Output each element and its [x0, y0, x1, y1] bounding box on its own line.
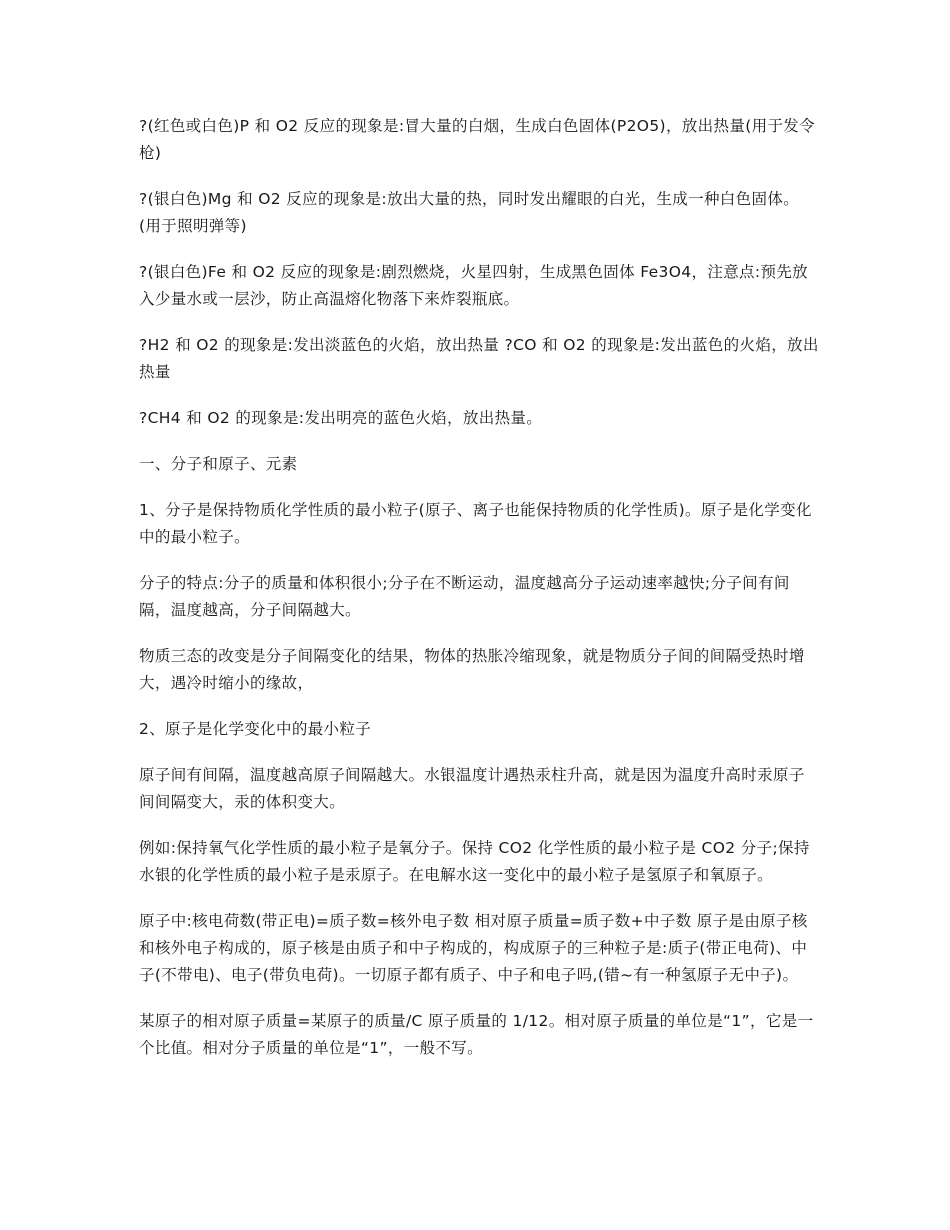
paragraph-h2-co-o2-reaction: ?H2 和 O2 的现象是:发出淡蓝色的火焰，放出热量 ?CO 和 O2 的现象是:发出蓝色的火焰，放出热量	[139, 336, 819, 381]
paragraph-three-states: 物质三态的改变是分子间隔变化的结果，物体的热胀冷缩现象，就是物质分子间的间隔受热时增大，遇冷时缩小的缘故，	[139, 647, 805, 692]
paragraph-relative-atomic-mass: 某原子的相对原子质量=某原子的质量/C 原子质量的 1/12。相对原子质量的单位是“1”，它是一个比值。相对分子质量的单位是“1”，一般不写。	[139, 1012, 814, 1057]
section-heading-molecules-atoms: 一、分子和原子、元素	[139, 455, 298, 473]
paragraph-atom-definition: 2、原子是化学变化中的最小粒子	[139, 720, 372, 738]
paragraph-ch4-o2-reaction: ?CH4 和 O2 的现象是:发出明亮的蓝色火焰，放出热量。	[139, 409, 543, 427]
paragraph-mg-o2-reaction: ?(银白色)Mg 和 O2 反应的现象是:放出大量的热，同时发出耀眼的白光，生成一种白色固体。(用于照明弹等)	[139, 190, 800, 235]
paragraph-fe-o2-reaction: ?(银白色)Fe 和 O2 反应的现象是:剧烈燃烧，火星四射，生成黑色固体 Fe3O4，注意点:预先放入少量水或一层沙，防止高温熔化物落下来炸裂瓶底。	[139, 263, 809, 308]
paragraph-molecule-definition: 1、分子是保持物质化学性质的最小粒子(原子、离子也能保持物质的化学性质)。原子是化学变化中的最小粒子。	[139, 501, 812, 546]
paragraph-examples: 例如:保持氧气化学性质的最小粒子是氧分子。保持 CO2 化学性质的最小粒子是 CO2 分子;保持水银的化学性质的最小粒子是汞原子。在电解水这一变化中的最小粒子是氢原子和氧原子。	[139, 839, 810, 884]
paragraph-atom-structure: 原子中:核电荷数(带正电)=质子数=核外电子数 相对原子质量=质子数+中子数 原子是由原子核和核外电子构成的，原子核是由质子和中子构成的，构成原子的三种粒子是:质子(带正电荷)、中子(不带电)、电子(带负电荷)。一切原子都有质子、中子和电子吗,(错~有一种氢原子无中子)。	[139, 912, 808, 984]
paragraph-p-o2-reaction: ?(红色或白色)P 和 O2 反应的现象是:冒大量的白烟，生成白色固体(P2O5)，放出热量(用于发令枪)	[139, 117, 815, 162]
paragraph-molecule-features: 分子的特点:分子的质量和体积很小;分子在不断运动，温度越高分子运动速率越快;分子间有间隔，温度越高，分子间隔越大。	[139, 574, 790, 619]
document-page	[139, 113, 819, 1081]
paragraph-atom-spacing: 原子间有间隔，温度越高原子间隔越大。水银温度计遇热汞柱升高，就是因为温度升高时汞原子间间隔变大，汞的体积变大。	[139, 766, 805, 811]
